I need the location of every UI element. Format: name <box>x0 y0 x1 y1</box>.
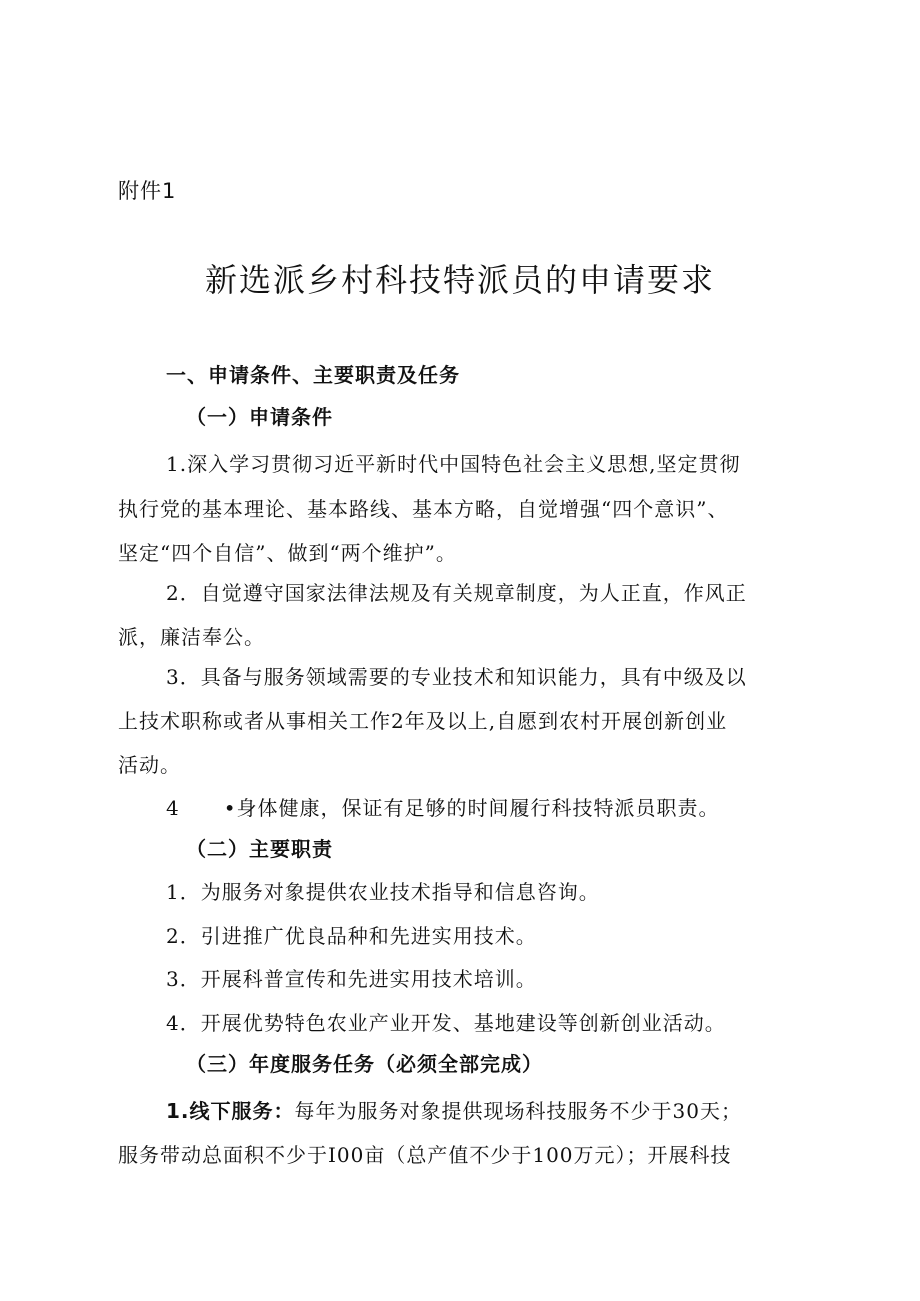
condition-3-line-3: 活动。 <box>118 753 181 777</box>
attachment-label: 附件1 <box>118 179 177 203</box>
subsection-heading-tasks: （三）年度服务任务（必须全部完成） <box>186 1052 543 1076</box>
condition-4-number: 4 <box>166 796 180 820</box>
subsection-heading-duties: （二）主要职责 <box>186 837 333 861</box>
task-1-text: 每年为服务对象提供现场科技服务不少于30天； <box>294 1099 742 1123</box>
page-title: 新选派乡村科技特派员的申请要求 <box>204 261 715 299</box>
task-1-line-2: 服务带动总面积不少于I00亩（总产值不少于100万元）；开展科技 <box>118 1143 732 1167</box>
duty-2: 2．引进推广优良品种和先进实用技术。 <box>166 924 537 948</box>
condition-2-line-1: 2．自觉遵守国家法律法规及有关规章制度，为人正直，作风正 <box>166 581 747 605</box>
duty-1: 1．为服务对象提供农业技术指导和信息咨询。 <box>166 880 600 904</box>
subsection-heading-conditions: （一）申请条件 <box>186 405 333 429</box>
condition-1-line-2: 执行党的基本理论、基本路线、基本方略，自觉增强“四个意识”、 <box>118 497 729 521</box>
duty-3: 3．开展科普宣传和先进实用技术培训。 <box>166 967 537 991</box>
section-heading: 一、申请条件、主要职责及任务 <box>166 363 460 387</box>
condition-3-line-2: 上技术职称或者从事相关工作2年及以上,自愿到农村开展创新创业 <box>118 709 728 733</box>
condition-2-line-2: 派，廉洁奉公。 <box>118 625 265 649</box>
condition-4-text: •身体健康，保证有足够的时间履行科技特派员职责。 <box>223 796 720 820</box>
duty-4: 4．开展优势特色农业产业开发、基地建设等创新创业活动。 <box>166 1011 726 1035</box>
condition-1-line-1: 1.深入学习贯彻习近平新时代中国特色社会主义思想,坚定贯彻 <box>166 452 741 476</box>
task-1-lead: 1.线下服务： <box>166 1099 295 1123</box>
condition-1-line-3: 坚定“四个自信”、做到“两个维护”。 <box>118 541 457 565</box>
condition-4 <box>166 793 720 823</box>
task-1-line-1 <box>166 1096 742 1126</box>
condition-3-line-1: 3．具备与服务领域需要的专业技术和知识能力，具有中级及以 <box>166 665 747 689</box>
